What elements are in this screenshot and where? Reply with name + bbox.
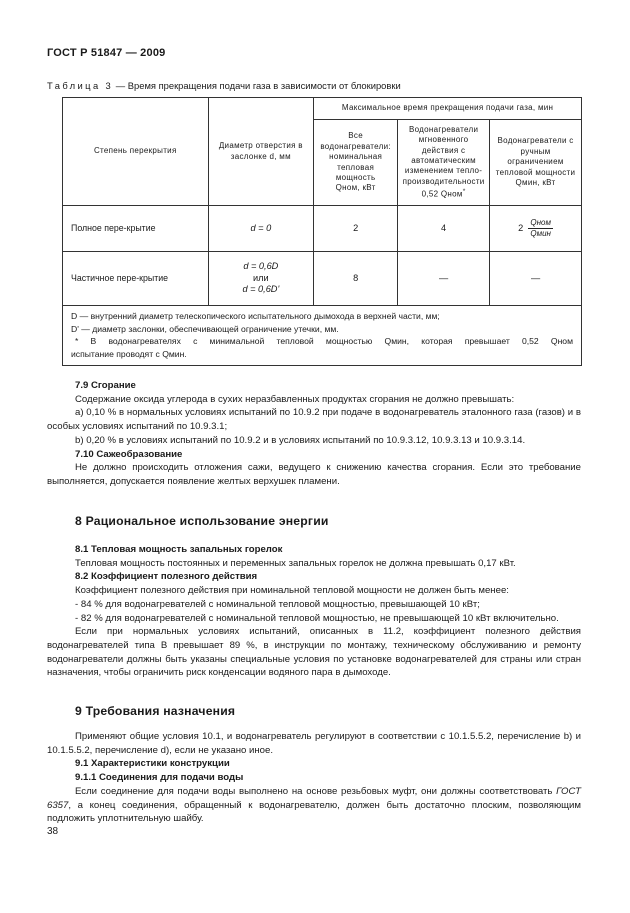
row-partial-manual: — [490,252,582,306]
note-d-prime: D' — диаметр заслонки, обеспечивающей ограничение утечки, мм. [71,323,339,334]
row-partial-instant: — [398,252,490,306]
table-caption-text: — Время прекращения подачи газа в зависимости от блокировки [113,80,401,91]
header-diameter: Диаметр отверстия в заслонке d, мм [208,98,314,206]
section-7-9 [47,379,581,489]
heading-8-2: 8.2 Коэффициент полезного действия [75,571,258,583]
row-full-d: d = 0 [208,206,314,252]
manual-fraction: $\frac{\text{Qном}}{\text{Qмин}}$ [530,218,551,238]
page-number: 38 [47,826,59,837]
note-d: D — внутренний диаметр телескопического испытательного дымохода в верхней части, мм; [71,311,440,321]
row-partial-all: 8 [314,252,398,306]
heading-7-9: 7.9 Сгорание [75,380,136,391]
para-8-2-82: - 82 % для водонагревателей с номинальной тепловой мощностью, не превышающей 10 кВт включительно. [75,612,559,624]
row-full-all: 2 [314,206,398,252]
row-partial-d: d = 0,6D или d = 0,6D' [208,252,314,306]
table-caption-label: Таблица 3 [47,80,114,91]
row-full-instant: 4 [398,206,490,252]
table-row [63,206,582,252]
heading-section-9: 9 Требования назначения [75,704,236,718]
heading-8-1: 8.1 Тепловая мощность запальных горелок [75,544,283,555]
table-caption [47,80,401,91]
heading-section-8: 8 Рациональное использование энергии [75,514,329,528]
para-8-2-intro: Коэффициент полезного действия при номинальной тепловой мощности не должен быть менее: [75,585,509,597]
table-notes [63,306,582,366]
row-full-manual: 2 $\frac{\text{Qном}}{\text{Qмин}}$ [490,206,582,252]
para-8-1: Тепловая мощность постоянных и переменных запальных горелок не должна превышать 0,17 кВт. [75,557,516,569]
document-header: ГОСТ Р 51847 — 2009 [47,47,166,59]
para-9-intro: Применяют общие условия 10.1, и водонагреватель регулируют в соответствии с 10.1.5.5.2, перечисление b) и 10.1.5.5.2, перечисление d), если не указано иное. [47,731,581,756]
para-8-2-condensation: Если при нормальных условиях испытаний, описанных в 11.2, коэффициент полезного действия водонагревателей типа В превышает 89 %, в инструкции по монтажу, техническому обслуживанию и ремонту водонагреватели должны быть указаны специальные условия по установке водонагревателей для страны или стран назначения, чтобы ограничить риск конденсации водяного пара в дымоходе. [47,626,581,679]
para-7-9-a: a) 0,10 % в нормальных условиях испытаний по 10.9.2 при подаче в водонагреватель эталонного газа (газов) и в особых условиях испытаний по 10.9.3.1; [47,407,581,433]
header-all-heaters: Все водонагреватели: номинальная тепловая мощность Qном, кВт [314,120,398,206]
header-max-time: Максимальное время прекращения подачи газа, мин [314,98,582,120]
table-row [63,252,582,306]
header-instant-heaters: Водонагреватели мгновенного действия с автоматическим изменением тепло-производительности 0,52 Qном* [398,120,490,206]
para-7-9-intro: Содержание оксида углерода в сухих неразбавленных продуктах сгорания не должно превышать: [75,393,515,405]
para-8-2-84: - 84 % для водонагревателей с номинальной тепловой мощностью, превышающей 10 кВт; [75,598,480,610]
heading-9-1: 9.1 Характеристики конструкции [75,758,230,770]
row-partial-label: Частичное пере-крытие [63,252,209,306]
para-7-9-b: b) 0,20 % в условиях испытаний по 10.9.2 и в условиях испытаний по 10.9.3.12, 10.9.3.13 и 10.9.3.14. [75,434,526,446]
heading-9-1-1: 9.1.1 Соединения для подачи воды [75,772,244,784]
heading-7-10: 7.10 Сажеобразование [75,448,183,460]
gas-shutoff-table [62,97,582,366]
section-9 [47,730,581,826]
note-asterisk: * В водонагревателях с минимальной тепловой мощностью Qмин, которая превышает 0,52 Qном [75,336,573,347]
para-9-1-1: Если соединение для подачи воды выполнено на основе резьбовых муфт, они должны соответствовать ГОСТ 6357, а конец соединения, обращенный к водонагревателю, должен быть достаточно плоским, позволяющим подложить уплотнительную шайбу. [47,785,581,825]
section-8 [47,543,581,680]
header-manual-heaters: Водонагреватели с ручным ограничением тепловой мощности Qмин, кВт [490,120,582,206]
para-7-10: Не должно происходить отложения сажи, ведущего к снижению качества сгорания. Если это требование выполняется, допускается появление желтых верхушек пламени. [47,462,581,487]
header-overlap: Степень перекрытия [63,98,209,206]
gost-6357-reference: ГОСТ 6357 [47,785,581,811]
row-full-label: Полное пере-крытие [63,206,209,252]
note-asterisk-cont: испытание проводят с Qмин. [71,348,187,359]
